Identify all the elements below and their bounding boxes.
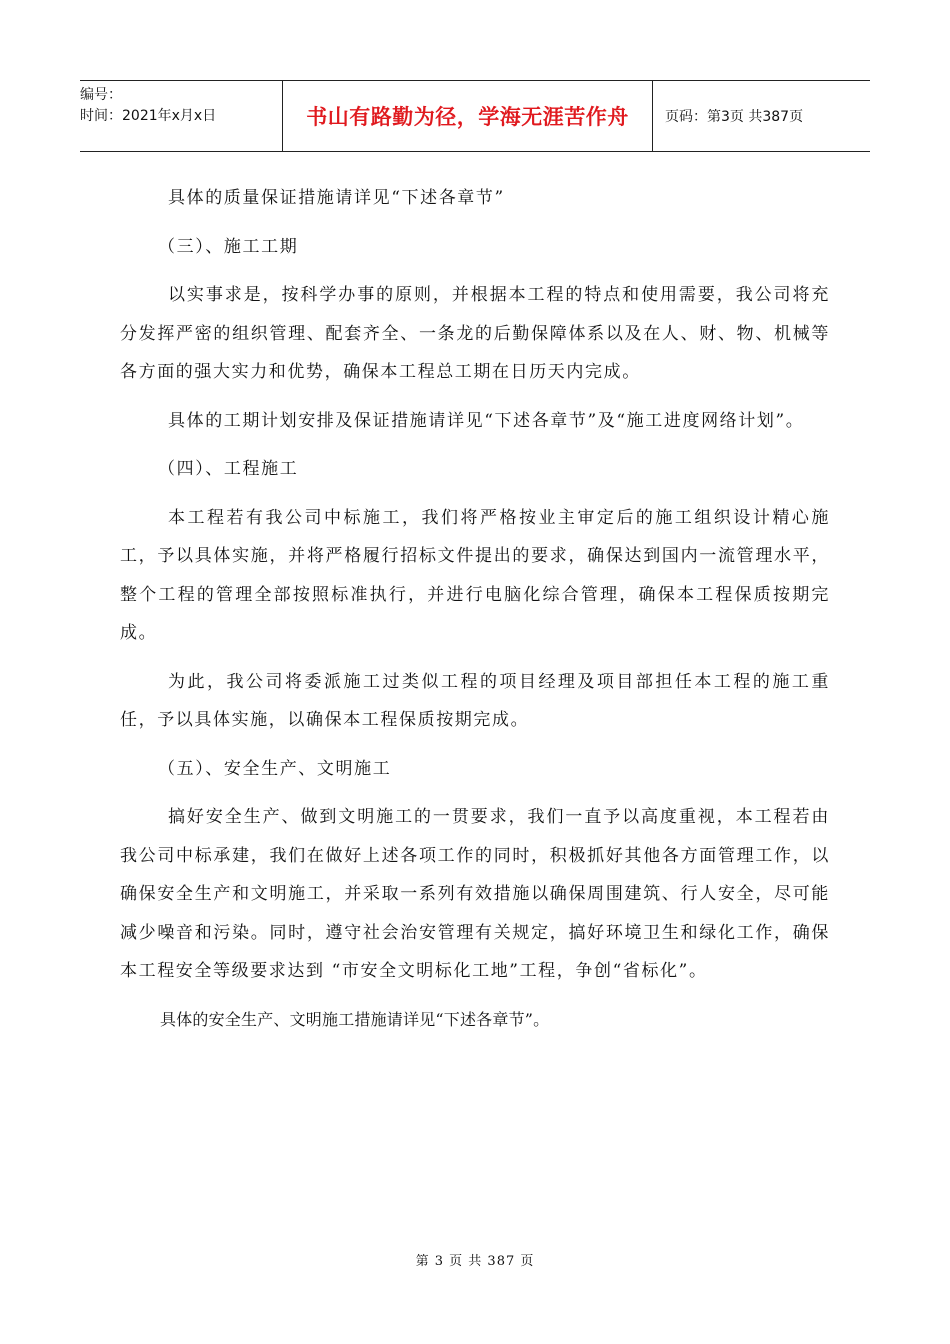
paragraph: 本工程若有我公司中标施工，我们将严格按业主审定后的施工组织设计精心施工，予以具体实施，并将严格履行招标文件提出的要求，确保达到国内一流管理水平，整个工程的管理全部按照标准执行，并进行电脑化综合管理，确保本工程保质按期完成。: [120, 507, 830, 643]
page-footer: 第 3 页 共 387 页: [415, 1254, 535, 1269]
header-page-info: 页码：第3页 共387页: [665, 109, 804, 125]
paragraph: 搞好安全生产、做到文明施工的一贯要求，我们一直予以高度重视，本工程若由我公司中标承建，我们在做好上述各项工作的同时，积极抓好其他各方面管理工作，以确保安全生产和文明施工，并采取一系列有效措施以确保周围建筑、行人安全，尽可能减少噪音和污染。同时，遵守社会治安管理有关规定，搞好环境卫生和绿化工作，确保本工程安全等级要求达到 “市安全文明标化工地”工程，争创“省标化”。: [120, 807, 830, 981]
header-meta: [80, 81, 283, 151]
header-motto: 书山有路勤为径，学海无涯苦作舟: [283, 81, 653, 151]
page-header: [80, 80, 870, 152]
section-heading: （四）、工程施工: [158, 459, 299, 479]
paragraph: 具体的工期计划安排及保证措施请详见“下述各章节”及“施工进度网络计划”。: [168, 410, 805, 431]
paragraph: 具体的安全生产、文明施工措施请详见“下述各章节”。: [160, 1009, 550, 1029]
paragraph: 具体的质量保证措施请详见“下述各章节”: [168, 188, 505, 208]
paragraph: 以实事求是，按科学办事的原则，并根据本工程的特点和使用需要，我公司将充分发挥严密的组织管理、配套齐全、一条龙的后勤保障体系以及在人、财、物、机械等各方面的强大实力和优势，确保本工程总工期在日历天内完成。: [120, 285, 830, 382]
section-heading: （五）、安全生产、文明施工: [158, 758, 392, 779]
document-body: [120, 179, 830, 1049]
section-heading: （三）、施工工期: [158, 236, 299, 257]
paragraph: 为此，我公司将委派施工过类似工程的项目经理及项目部担任本工程的施工重任，予以具体实施，以确保本工程保质按期完成。: [120, 671, 830, 730]
document-number-label: 编号：: [80, 87, 122, 103]
document-time-label: 时间：2021年x月x日: [80, 108, 217, 124]
